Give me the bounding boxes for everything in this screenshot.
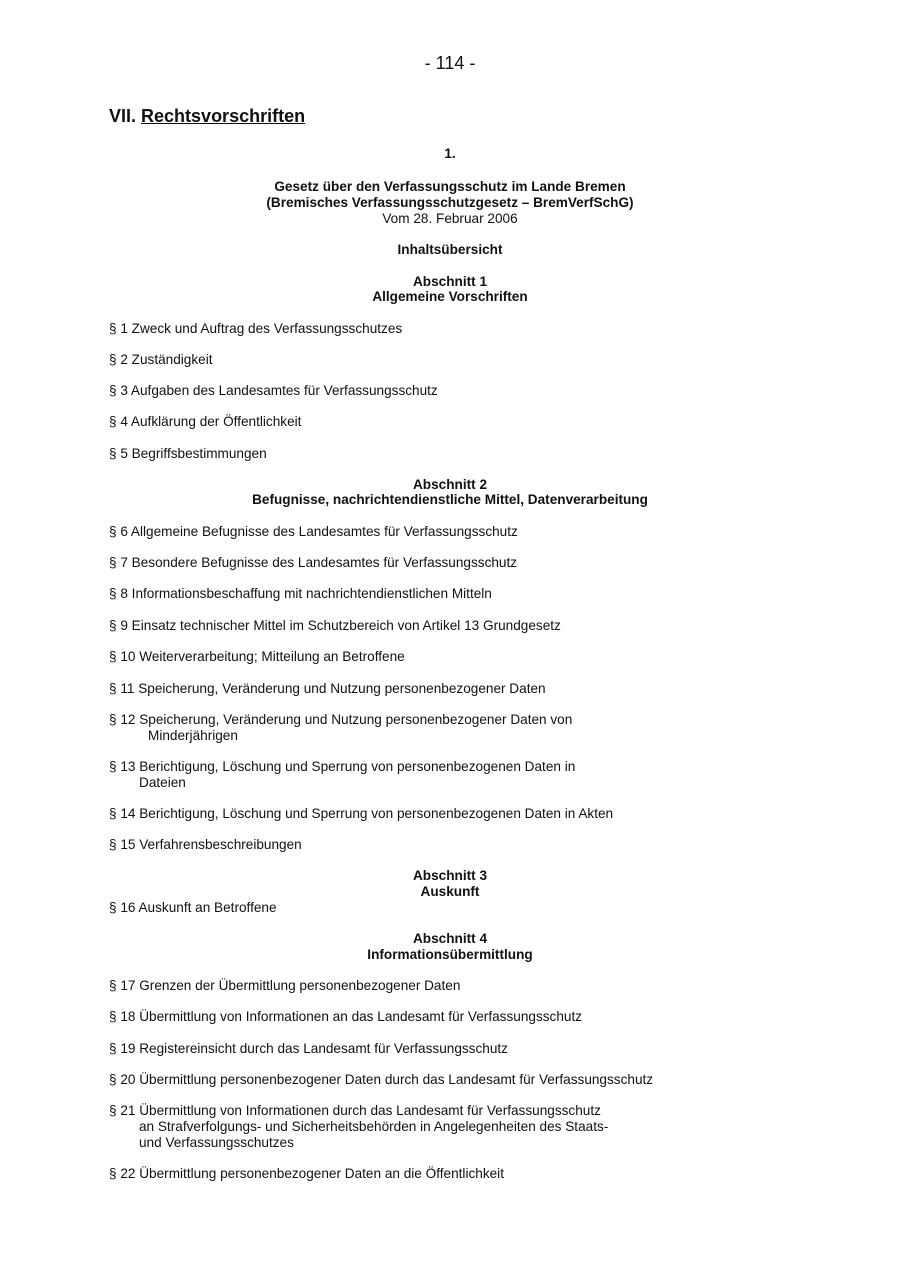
section-title: Informationsübermittlung	[367, 947, 533, 962]
law-number: 1.	[444, 146, 456, 161]
toc-entry: § 2 Zuständigkeit	[109, 352, 213, 367]
toc-entry: § 9 Einsatz technischer Mittel im Schutzbereich von Artikel 13 Grundgesetz	[109, 618, 561, 633]
section-label: Abschnitt 2	[412, 477, 487, 492]
section-label: Abschnitt 4	[412, 931, 487, 946]
chapter-title: Rechtsvorschriften	[141, 106, 306, 126]
section-title: Befugnisse, nachrichtendienstliche Mittel, Datenverarbeitung	[252, 492, 648, 507]
page-number: - 114 -	[424, 53, 476, 73]
toc-entry-continuation: Minderjährigen	[148, 728, 238, 743]
law-title: Gesetz über den Verfassungsschutz im Lande Bremen	[274, 179, 626, 194]
chapter-number: VII.	[109, 106, 137, 126]
toc-entry: § 7 Besondere Befugnisse des Landesamtes für Verfassungsschutz	[109, 555, 518, 570]
toc-entry: § 11 Speicherung, Veränderung und Nutzung personenbezogener Daten	[109, 681, 546, 696]
toc-entry: § 8 Informationsbeschaffung mit nachrichtendienstlichen Mitteln	[109, 586, 492, 601]
toc-entry: § 17 Grenzen der Übermittlung personenbezogener Daten	[109, 978, 461, 993]
toc-entry: § 6 Allgemeine Befugnisse des Landesamtes für Verfassungsschutz	[109, 524, 518, 539]
toc-entry: § 22 Übermittlung personenbezogener Daten an die Öffentlichkeit	[109, 1166, 504, 1181]
toc-entry-continuation: und Verfassungsschutzes	[139, 1135, 294, 1150]
section-label: Abschnitt 1	[412, 274, 487, 289]
toc-entry-continuation: an Strafverfolgungs- und Sicherheitsbehörden in Angelegenheiten des Staats-	[139, 1119, 609, 1134]
toc-entry: § 13 Berichtigung, Löschung und Sperrung von personenbezogenen Daten in	[109, 759, 576, 774]
toc-entry-continuation: Dateien	[139, 775, 186, 790]
toc-entry: § 18 Übermittlung von Informationen an das Landesamt für Verfassungsschutz	[109, 1009, 583, 1024]
law-date: Vom 28. Februar 2006	[382, 211, 518, 226]
toc-entry: § 12 Speicherung, Veränderung und Nutzung personenbezogener Daten von	[109, 712, 573, 727]
toc-entry: § 14 Berichtigung, Löschung und Sperrung von personenbezogenen Daten in Akten	[109, 806, 614, 821]
chapter-heading	[109, 106, 305, 127]
section-label: Abschnitt 3	[412, 868, 487, 883]
section-title: Auskunft	[420, 884, 480, 899]
toc-entry: § 21 Übermittlung von Informationen durch das Landesamt für Verfassungsschutz	[109, 1103, 601, 1118]
toc-entry: § 16 Auskunft an Betroffene	[109, 900, 277, 915]
toc-entry: § 4 Aufklärung der Öffentlichkeit	[109, 414, 302, 429]
toc-heading: Inhaltsübersicht	[397, 242, 503, 257]
toc-entry: § 1 Zweck und Auftrag des Verfassungsschutzes	[109, 321, 403, 336]
toc-entry: § 10 Weiterverarbeitung; Mitteilung an Betroffene	[109, 649, 405, 664]
toc-entry: § 19 Registereinsicht durch das Landesamt für Verfassungsschutz	[109, 1041, 508, 1056]
toc-entry: § 15 Verfahrensbeschreibungen	[109, 837, 302, 852]
section-title: Allgemeine Vorschriften	[372, 289, 528, 304]
toc-entry: § 20 Übermittlung personenbezogener Daten durch das Landesamt für Verfassungsschutz	[109, 1072, 654, 1087]
toc-entry: § 3 Aufgaben des Landesamtes für Verfassungsschutz	[109, 383, 438, 398]
law-short-title: (Bremisches Verfassungsschutzgesetz – BremVerfSchG)	[266, 195, 634, 210]
toc-entry: § 5 Begriffsbestimmungen	[109, 446, 267, 461]
